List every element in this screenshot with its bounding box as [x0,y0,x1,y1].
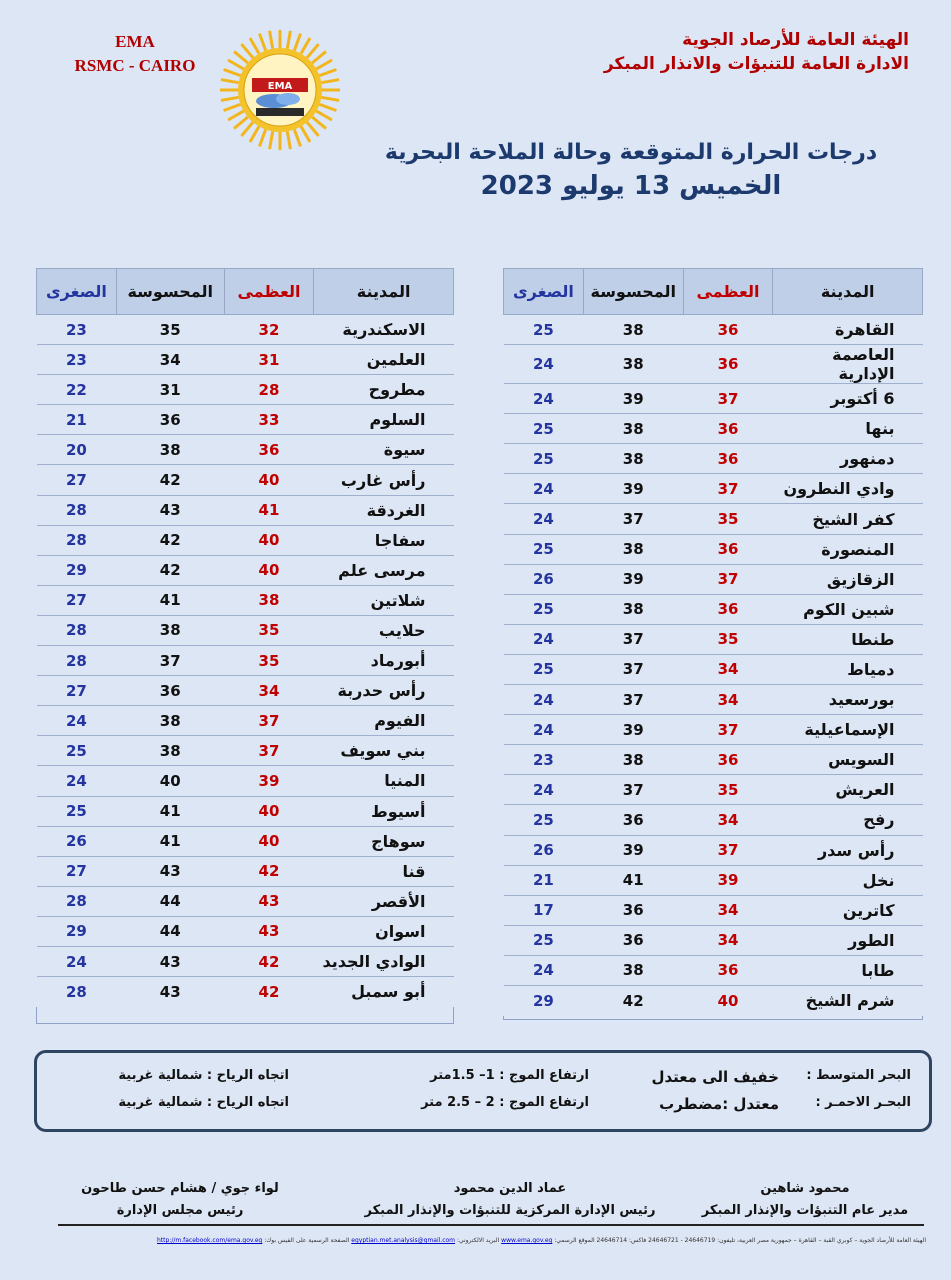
cell-city: كاترين [773,895,923,925]
cell-max: 34 [683,805,773,835]
red-sea-label: البحـر الاحمـر : [815,1095,911,1110]
cell-city: الأقصر [314,886,454,916]
cell-feels: 43 [116,946,224,976]
cell-min: 24 [504,345,584,384]
cell-max: 40 [224,525,314,555]
cell-city: طابا [773,955,923,985]
cell-feels: 36 [583,805,683,835]
cell-city: الزقازيق [773,564,923,594]
cell-min: 28 [37,646,117,676]
signature-2 [340,1178,680,1222]
cell-max: 43 [224,886,314,916]
cell-min: 26 [37,826,117,856]
cell-feels: 38 [583,444,683,474]
med-sea-state: خفيف الى معتدل [651,1068,779,1086]
cell-min: 26 [504,835,584,865]
cell-city: شبين الكوم [773,594,923,624]
ema-brand [60,32,210,76]
cell-min: 25 [504,444,584,474]
cell-min: 24 [504,715,584,745]
table-row [37,856,454,886]
col-feels: المحسوسة [116,269,224,315]
cell-city: الطور [773,925,923,955]
cell-city: شرم الشيخ [805,991,895,1011]
cell-max: 40 [224,826,314,856]
cell-min: 23 [37,315,117,345]
cell-min: 25 [504,805,584,835]
footer-divider [58,1224,924,1226]
cell-feels: 41 [116,796,224,826]
cell-max: 36 [683,955,773,985]
left-temperature-table [36,268,454,1007]
med-sea-label: البحر المتوسط : [806,1068,911,1083]
page-title [371,140,891,201]
cell-min: 27 [37,465,117,495]
cell-city: العريش [773,775,923,805]
cell-max: 41 [224,495,314,525]
cell-city: أبو سمبل [351,982,426,1002]
table-row [504,414,923,444]
footer-contact [60,1237,926,1244]
cell-feels: 38 [583,414,683,444]
signature-title: مدير عام التنبؤات والإنذار المبكر [701,1203,909,1218]
table-row [37,315,454,345]
table-row [37,886,454,916]
table-row [504,685,923,715]
med-wind-direction: اتجاه الرياح : شمالية غربية [118,1068,289,1083]
cell-max: 38 [224,585,314,615]
cell-max: 34 [683,685,773,715]
cell-max: 32 [224,315,314,345]
cell-min: 17 [504,895,584,925]
cell-city: مطروح [314,375,454,405]
cell-feels: 39 [583,564,683,594]
table-row [504,534,923,564]
cell-max: 39 [224,766,314,796]
table-row [504,444,923,474]
med-sea-row [37,1068,929,1094]
cell-feels: 36 [583,925,683,955]
signature-3 [60,1178,300,1222]
cell-city: الوادي الجديد [314,946,454,976]
cell-max: 42 [258,982,280,1001]
signature-1 [685,1178,925,1222]
cell-max: 35 [683,775,773,805]
cell-feels: 42 [622,991,644,1010]
cell-feels: 39 [583,384,683,414]
cell-max: 40 [224,465,314,495]
cell-feels: 38 [583,534,683,564]
cell-min: 24 [504,775,584,805]
email-label: البريد الالكتروني: [456,1237,500,1244]
table-header-row [37,269,454,315]
cell-min: 28 [37,615,117,645]
table-row [37,766,454,796]
cell-city: سيوة [314,435,454,465]
cell-city: بني سويف [314,736,454,766]
cell-max: 36 [683,414,773,444]
cell-max: 37 [683,564,773,594]
cell-feels: 43 [116,856,224,886]
table-row [504,345,923,384]
cell-feels: 31 [116,375,224,405]
table-row [37,916,454,946]
cell-feels: 38 [583,745,683,775]
cell-feels: 38 [583,315,683,345]
table-row [37,826,454,856]
cell-min: 24 [504,624,584,654]
cell-feels: 39 [583,835,683,865]
cell-max: 34 [224,676,314,706]
sea-state-box [34,1050,932,1132]
cell-city: 6 أكتوبر [773,384,923,414]
table-row [504,654,923,684]
table-row [504,315,923,345]
cell-min: 27 [37,585,117,615]
red-wave-height: ارتفاع الموج : 2 – 2.5 متر [421,1095,589,1110]
organization-header [604,28,909,76]
table-header-row [504,269,923,315]
cell-max: 40 [224,555,314,585]
cell-city: مرسى علم [314,555,454,585]
table-row [504,895,923,925]
cell-min: 28 [37,525,117,555]
col-feels: المحسوسة [583,269,683,315]
table-row [504,504,923,534]
right-temperature-table [503,268,923,1016]
cell-max: 36 [683,534,773,564]
footer-address: الهيئة العامة للأرصاد الجوية – كوبري القبة – القاهرة – جمهورية مصر العربية، تليفون: 24646719 - 24646721 فاكس: 24646714 الموقع الرسمي: [554,1237,926,1244]
ema-logo-icon [208,28,353,153]
cell-max: 35 [224,646,314,676]
cell-feels: 37 [583,685,683,715]
cell-city: طنطا [773,624,923,654]
cell-feels: 41 [116,826,224,856]
table-row [504,564,923,594]
table-row [37,796,454,826]
table-row [37,525,454,555]
cell-city: اسوان [314,916,454,946]
cell-max: 33 [224,405,314,435]
cell-city: المنيا [314,766,454,796]
cell-feels: 44 [116,916,224,946]
cell-city: بورسعيد [773,685,923,715]
col-min: الصغرى [504,269,584,315]
table-row [37,706,454,736]
signature-name: لواء جوي / هشام حسن طاحون [81,1181,279,1196]
cell-max: 36 [683,315,773,345]
org-department: الادارة العامة للتنبؤات والانذار المبكر [603,54,909,74]
cell-feels: 40 [116,766,224,796]
cell-feels: 38 [583,345,683,384]
cell-city: وادي النطرون [773,474,923,504]
table-row [504,745,923,775]
col-city: المدينة [773,269,923,315]
cell-feels: 34 [116,345,224,375]
cell-feels: 41 [583,865,683,895]
cell-city: المنصورة [773,534,923,564]
cell-min: 29 [37,555,117,585]
table-row [37,736,454,766]
cell-max: 34 [683,654,773,684]
cell-city: الغردقة [314,495,454,525]
cell-city: العلمين [314,345,454,375]
table-row [37,345,454,375]
cell-max: 36 [224,435,314,465]
table-row [37,615,454,645]
cell-min: 24 [504,955,584,985]
signature-name: محمود شاهين [760,1181,850,1196]
cell-min: 25 [504,594,584,624]
cell-max: 37 [683,384,773,414]
table-row [37,405,454,435]
cell-feels: 42 [116,525,224,555]
cell-min: 21 [37,405,117,435]
table-row [37,465,454,495]
cell-city: كفر الشيخ [773,504,923,534]
cell-max: 34 [683,925,773,955]
cell-feels: 37 [583,504,683,534]
cell-feels: 37 [583,654,683,684]
cell-city: سوهاج [314,826,454,856]
cell-feels: 37 [116,646,224,676]
cell-min: 20 [37,435,117,465]
table-row [504,624,923,654]
cell-max: 42 [224,856,314,886]
cell-feels: 42 [116,555,224,585]
cell-city: حلايب [314,615,454,645]
ema-label: EMA [115,32,155,51]
cell-min: 24 [504,685,584,715]
cell-feels: 36 [116,676,224,706]
cell-max: 40 [717,991,739,1010]
cell-min: 25 [504,534,584,564]
cell-min: 27 [37,856,117,886]
cell-min: 25 [37,796,117,826]
cell-feels: 44 [116,886,224,916]
table-row [504,835,923,865]
cell-city: رأس حدربة [314,676,454,706]
cell-min: 24 [504,384,584,414]
table-row [504,775,923,805]
cell-feels: 39 [583,715,683,745]
cell-max: 35 [683,504,773,534]
red-sea-row [37,1095,929,1121]
cell-feels: 42 [116,465,224,495]
cell-city: الفيوم [314,706,454,736]
cell-min: 22 [37,375,117,405]
table-row [37,646,454,676]
cell-max: 31 [224,345,314,375]
cell-min: 23 [37,345,117,375]
signature-title: رئيس الإدارة المركزية للتنبؤات والإنذار المبكر [364,1203,656,1218]
cell-min: 24 [37,706,117,736]
website-link[interactable]: www.ema.gov.eg [501,1237,553,1244]
cell-min: 28 [37,886,117,916]
cell-max: 36 [683,594,773,624]
cell-feels: 38 [583,594,683,624]
cell-feels: 37 [583,775,683,805]
facebook-link[interactable]: http://m.facebook.com/ema.gov.eg [156,1237,263,1244]
table-row [504,594,923,624]
cell-city: دمنهور [773,444,923,474]
cell-min: 25 [504,414,584,444]
cell-min: 26 [504,564,584,594]
table-row [37,946,454,976]
cell-max: 37 [224,706,314,736]
cell-city: قنا [314,856,454,886]
cell-city: سفاجا [314,525,454,555]
cell-city: السويس [773,745,923,775]
table-row [37,495,454,525]
cell-city: القاهرة [773,315,923,345]
cell-max: 37 [683,835,773,865]
cell-min: 25 [504,925,584,955]
cell-city: دمياط [773,654,923,684]
col-min: الصغرى [37,269,117,315]
table-row [37,676,454,706]
cell-city: العاصمة الإدارية [773,345,923,384]
cell-city: الاسكندرية [314,315,454,345]
cell-city: الإسماعيلية [773,715,923,745]
col-city: المدينة [314,269,454,315]
cell-feels: 38 [116,736,224,766]
cell-max: 36 [683,444,773,474]
cell-max: 37 [683,715,773,745]
cell-max: 40 [224,796,314,826]
org-name: الهيئة العامة للأرصاد الجوية [682,30,909,50]
cell-city: شلاتين [314,585,454,615]
cell-feels: 38 [116,706,224,736]
table-row [37,555,454,585]
cell-city: رأس غارب [314,465,454,495]
cell-feels: 37 [583,624,683,654]
cell-city: أبورماد [314,646,454,676]
cell-max: 36 [683,345,773,384]
cell-city: بنها [773,414,923,444]
cell-feels: 35 [116,315,224,345]
cell-min: 24 [504,504,584,534]
table-row [504,985,923,1015]
cell-feels: 38 [583,955,683,985]
cell-min: 21 [504,865,584,895]
col-max: العظمى [224,269,314,315]
cell-max: 37 [224,736,314,766]
table-row [504,865,923,895]
logo-text: EMA [267,81,293,92]
date-text: الخميس 13 يوليو 2023 [480,171,782,201]
table-row [504,955,923,985]
rsmc-label: RSMC - CAIRO [74,56,196,75]
cell-min: 25 [504,315,584,345]
cell-feels: 41 [116,585,224,615]
red-wind-direction: اتجاه الرياح : شمالية غربية [118,1095,289,1110]
facebook-label: الصفحة الرسمية على الفيس بوك: [264,1237,350,1244]
table-row [504,715,923,745]
cell-min: 28 [37,495,117,525]
cell-min: 28 [65,982,87,1001]
signature-name: عماد الدين محمود [453,1181,567,1196]
cell-feels: 39 [583,474,683,504]
cell-max: 42 [224,946,314,976]
col-max: العظمى [683,269,773,315]
cell-max: 37 [683,474,773,504]
cell-city: السلوم [314,405,454,435]
red-sea-state: معتدل :مضطرب [659,1095,779,1113]
cell-feels: 38 [116,435,224,465]
cell-max: 35 [224,615,314,645]
cell-max: 43 [224,916,314,946]
table-row [37,585,454,615]
email-link[interactable]: egyptian.met.analysis@gmail.com [351,1237,456,1244]
cell-min: 27 [37,676,117,706]
cell-min: 24 [37,766,117,796]
cell-min: 29 [37,916,117,946]
cell-min: 24 [37,946,117,976]
cell-max: 39 [683,865,773,895]
cell-min: 25 [504,654,584,684]
cell-max: 35 [683,624,773,654]
cell-city: أسيوط [314,796,454,826]
cell-feels: 43 [159,982,181,1001]
cell-max: 28 [224,375,314,405]
table-row [37,435,454,465]
table-row [37,375,454,405]
cell-min: 23 [504,745,584,775]
title-text: درجات الحرارة المتوقعة وحالة الملاحة البحرية [384,140,878,165]
cell-city: رفح [773,805,923,835]
cell-feels: 36 [583,895,683,925]
med-wave-height: ارتفاع الموج : 1– 1.5متر [430,1068,589,1083]
cell-min: 25 [37,736,117,766]
table-row [504,474,923,504]
signature-title: رئيس مجلس الإدارة [116,1203,244,1218]
cell-min: 29 [532,991,554,1010]
cell-feels: 36 [116,405,224,435]
cell-city: رأس سدر [773,835,923,865]
table-row [504,805,923,835]
table-row [37,977,454,1007]
cell-feels: 38 [116,615,224,645]
table-row [504,925,923,955]
cell-feels: 43 [116,495,224,525]
cell-max: 36 [683,745,773,775]
table-row [504,384,923,414]
cell-city: نخل [773,865,923,895]
cell-max: 34 [683,895,773,925]
cell-min: 24 [504,474,584,504]
